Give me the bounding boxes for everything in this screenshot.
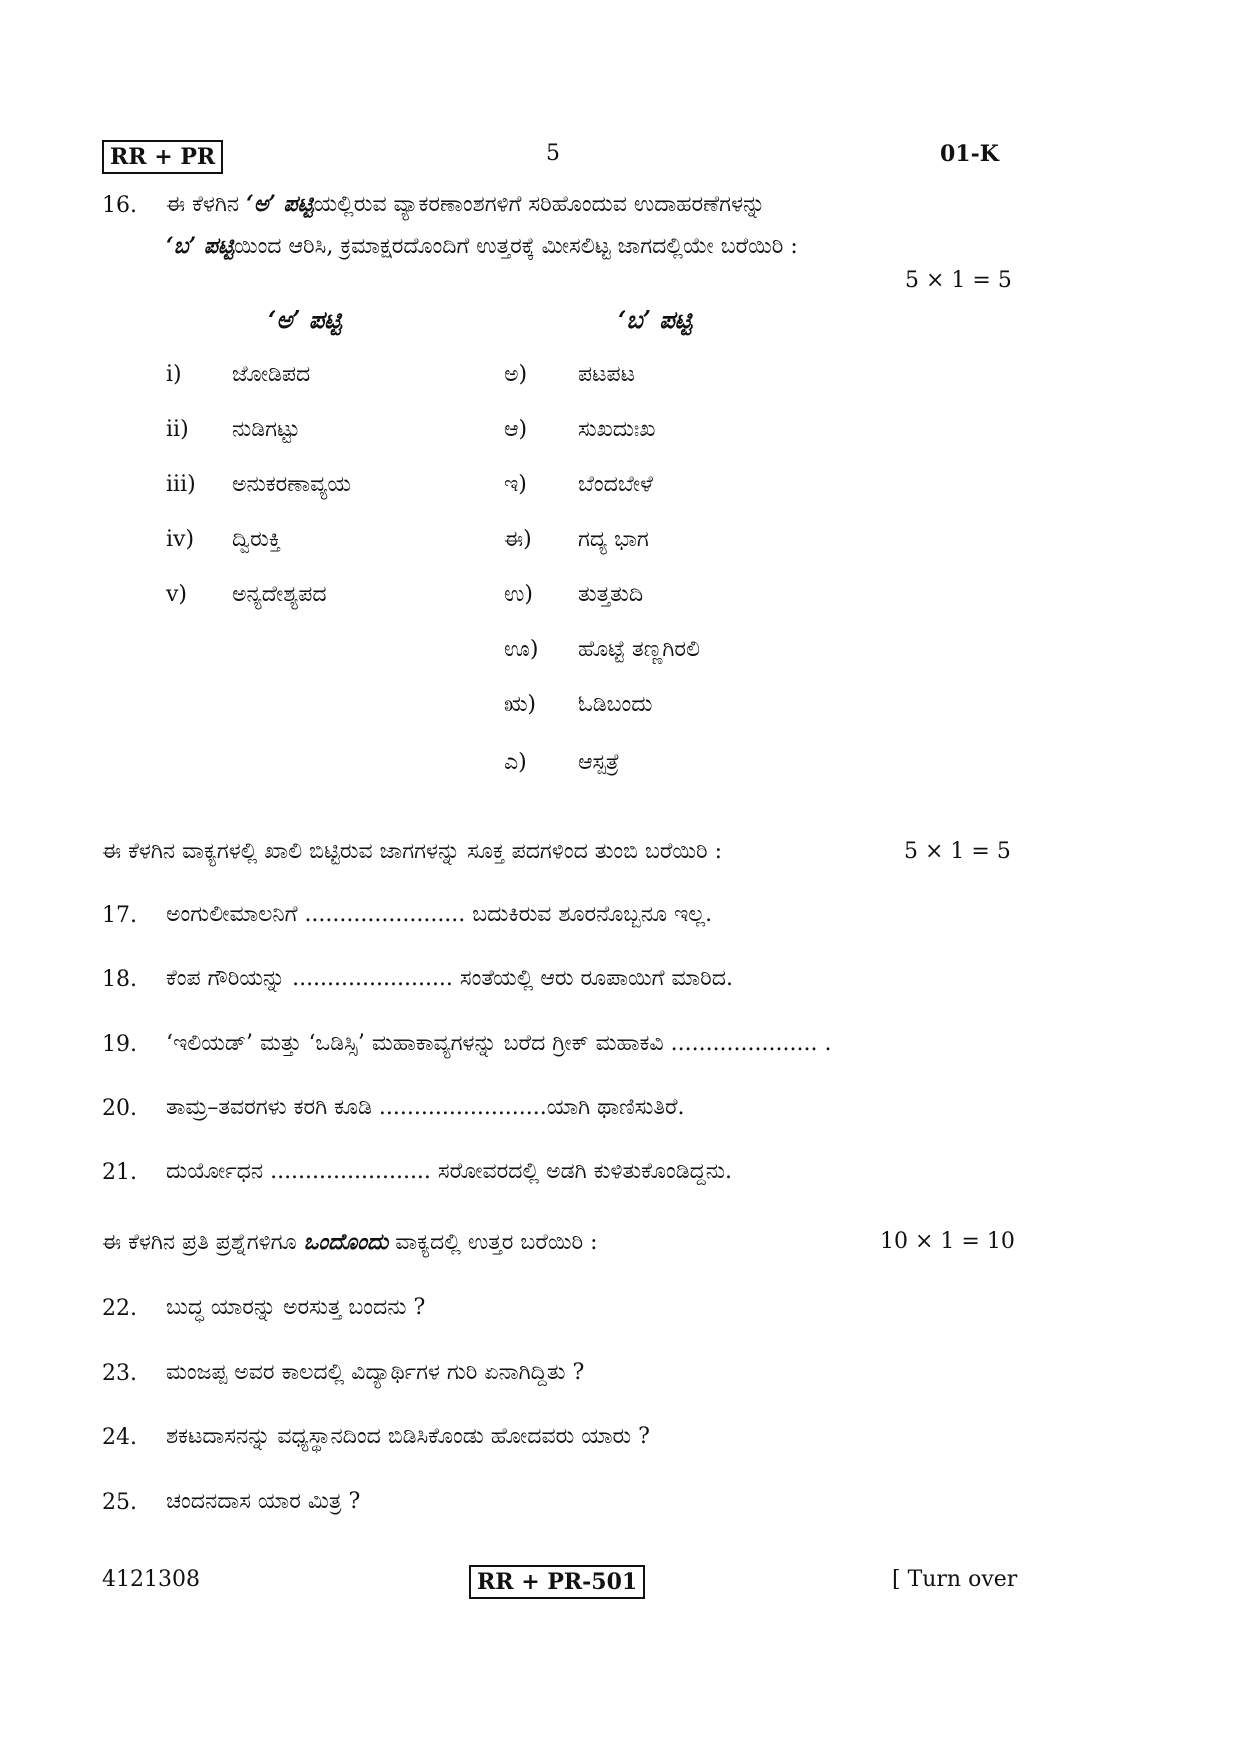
list-item-num: ಎ) xyxy=(504,750,527,775)
q16-line1-start: ಈ ಕೆಳಗಿನ xyxy=(166,192,247,217)
section-instruction: ಈ ಕೆಳಗಿನ ವಾಕ್ಯಗಳಲ್ಲಿ ಖಾಲಿ ಬಿಟ್ಟಿರುವ ಜಾಗಗಳನ್ನು ಸೂಕ್ತ ಪದಗಳಿಂದ ತುಂಬಿ ಬರೆಯಿರಿ : xyxy=(102,839,723,864)
list-item-num: ಇ) xyxy=(504,472,527,497)
question-number: 16. xyxy=(102,193,137,218)
section-instruction xyxy=(102,1227,598,1258)
footer-code-box: RR + PR-501 xyxy=(469,1565,645,1599)
question-text: ಬುದ್ಧ ಯಾರನ್ನು ಅರಸುತ್ತ ಬಂದನು ? xyxy=(166,1295,426,1320)
list-item-num: iv) xyxy=(166,527,195,552)
list-item-num: i) xyxy=(166,362,182,387)
list-item-num: ಅ) xyxy=(504,362,528,387)
question-number: 18. xyxy=(102,967,137,992)
question-text: ಅಂಗುಲೀಮಾಲನಿಗೆ ....................... ಬದುಕಿರುವ ಶೂರನೊಬ್ಬನೂ ಇಲ್ಲ. xyxy=(166,902,713,927)
list-item-text: ಗದ್ಯ ಭಾಗ xyxy=(578,527,649,552)
question-number: 21. xyxy=(102,1160,137,1185)
question-text: ತಾಮ್ರ–ತವರಗಳು ಕರಗಿ ಕೂಡಿ ........................ಯಾಗಿ ಥಾಣಿಸುತಿರೆ. xyxy=(166,1095,685,1120)
page-number: 5 xyxy=(546,141,560,166)
question-text: ಶಕಟದಾಸನನ್ನು ವಧ್ಯಸ್ಥಾನದಿಂದ ಬಿಡಿಸಿಕೊಂಡು ಹೋದವರು ಯಾರು ? xyxy=(166,1424,650,1449)
list-item-num: ಊ) xyxy=(504,637,539,662)
column-a-heading: ‘ಅ’ ಪಟ್ಟಿ xyxy=(268,305,342,334)
question-number: 22. xyxy=(102,1296,137,1321)
question-text xyxy=(166,189,1016,220)
question-text: ಕೆಂಪ ಗೌರಿಯನ್ನು ....................... ಸಂತೆಯಲ್ಲಿ ಆರು ರೂಪಾಯಿಗೆ ಮಾರಿದ. xyxy=(166,966,733,991)
marks: 5 × 1 = 5 xyxy=(904,839,1011,864)
question-number: 23. xyxy=(102,1361,137,1386)
question-text-cont xyxy=(166,231,798,262)
subject-code: 01-K xyxy=(940,141,999,167)
question-number: 17. xyxy=(102,903,137,928)
list-item-text: ಹೊಟ್ಟೆ ತಣ್ಣಗಿರಲಿ xyxy=(578,637,701,662)
q16-line2-end: ಯಿಂದ ಆರಿಸಿ, ಕ್ರಮಾಕ್ಷರದೊಂದಿಗೆ ಉತ್ತರಕ್ಕೆ ಮೀಸಲಿಟ್ಟ ಜಾಗದಲ್ಲಿಯೇ ಬರೆಯಿರಿ : xyxy=(233,234,798,259)
list-item-text: ಓಡಿಬಂದು xyxy=(578,692,653,717)
question-text: ಚಂದನದಾಸ ಯಾರ ಮಿತ್ರ ? xyxy=(166,1489,361,1514)
list-item-text: ತುತ್ತತುದಿ xyxy=(578,582,644,607)
list-item-num: v) xyxy=(166,582,188,607)
instruction-emphasis: ಒಂದೊಂದು xyxy=(303,1229,389,1255)
list-item-text: ನುಡಿಗಟ್ಟು xyxy=(232,417,300,442)
q16-list-a-ref: ‘ಅ’ ಪಟ್ಟಿ xyxy=(246,191,314,217)
list-item-num: ಉ) xyxy=(504,582,533,607)
paper-code-box: RR + PR xyxy=(102,140,223,174)
q16-line1-end: ಯಲ್ಲಿರುವ ವ್ಯಾಕರಣಾಂಶಗಳಿಗೆ ಸರಿಹೊಂದುವ ಉದಾಹರಣೆಗಳನ್ನು xyxy=(313,192,766,217)
list-item-num: ಈ) xyxy=(504,527,532,552)
list-item-num: ಆ) xyxy=(504,417,528,442)
column-b-heading: ‘ಬ’ ಪಟ್ಟಿ xyxy=(618,305,693,334)
instruction-end: ವಾಕ್ಯದಲ್ಲಿ ಉತ್ತರ ಬರೆಯಿರಿ : xyxy=(388,1230,598,1255)
question-text: ‘ಇಲಿಯಡ್’ ಮತ್ತು ‘ಒಡಿಸ್ಸಿ’ ಮಹಾಕಾವ್ಯಗಳನ್ನು ಬರೆದ ಗ್ರೀಕ್ ಮಹಾಕವಿ ..................... . xyxy=(166,1031,832,1056)
list-item-text: ಅನುಕರಣಾವ್ಯಯ xyxy=(232,472,351,497)
turn-over-note: [ Turn over xyxy=(892,1567,1018,1592)
list-item-text: ದ್ವಿರುಕ್ತಿ xyxy=(232,527,281,552)
marks: 10 × 1 = 10 xyxy=(880,1229,1015,1254)
list-item-num: iii) xyxy=(166,472,196,497)
list-item-num: ಋ) xyxy=(504,692,536,717)
footer-serial: 4121308 xyxy=(102,1567,200,1592)
q16-list-b-ref: ‘ಬ’ ಪಟ್ಟಿ xyxy=(166,233,234,259)
list-item-num: ii) xyxy=(166,417,189,442)
list-item-text: ಜೋಡಿಪದ xyxy=(232,362,311,387)
question-number: 24. xyxy=(102,1425,137,1450)
question-number: 19. xyxy=(102,1032,137,1057)
list-item-text: ಸುಖದುಃಖ xyxy=(578,417,656,442)
question-number: 20. xyxy=(102,1096,137,1121)
list-item-text: ಪಟಪಟ xyxy=(578,362,635,387)
question-text: ದುರ್ಯೋಧನ ....................... ಸರೋವರದಲ್ಲಿ ಅಡಗಿ ಕುಳಿತುಕೊಂಡಿದ್ದನು. xyxy=(166,1159,733,1184)
question-number: 25. xyxy=(102,1490,137,1515)
list-item-text: ಆಸ್ಪತ್ರೆ xyxy=(578,750,620,775)
list-item-text: ಅನ್ಯದೇಶ್ಯಪದ xyxy=(232,582,327,607)
question-text: ಮಂಜಪ್ಪ ಅವರ ಕಾಲದಲ್ಲಿ ವಿದ್ಯಾರ್ಥಿಗಳ ಗುರಿ ಏನಾಗಿದ್ದಿತು ? xyxy=(166,1360,585,1385)
marks: 5 × 1 = 5 xyxy=(905,268,1012,293)
instruction-start: ಈ ಕೆಳಗಿನ ಪ್ರತಿ ಪ್ರಶ್ನೆಗಳಿಗೂ xyxy=(102,1230,304,1255)
list-item-text: ಬೆಂದಬೇಳೆ xyxy=(578,472,653,497)
